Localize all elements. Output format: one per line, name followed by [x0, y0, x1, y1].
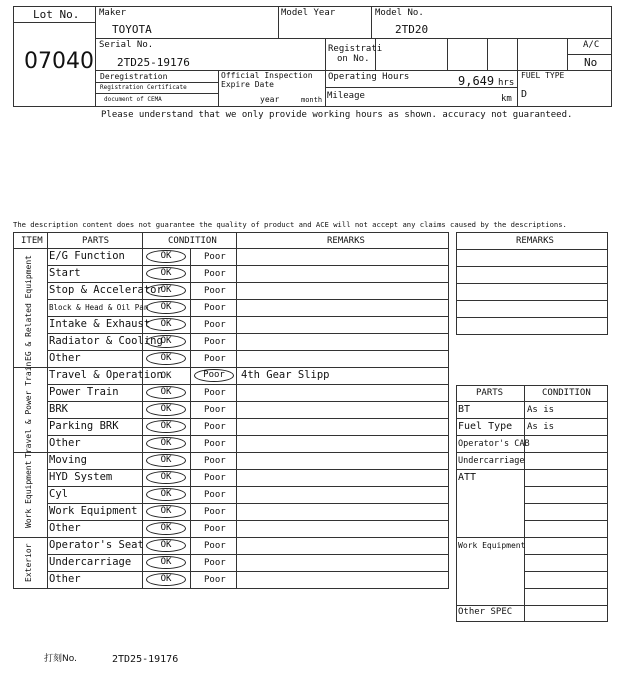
- part-label: HYD System: [49, 471, 113, 483]
- info-row-line-1: [95, 38, 612, 39]
- other-spec-label: Other SPEC: [458, 607, 513, 617]
- poor-mark: Poor: [204, 439, 226, 449]
- part-label: E/G Function: [49, 250, 125, 262]
- spec-parts-header: PARTS: [476, 388, 504, 398]
- spec-row-line: [456, 452, 608, 453]
- lot-number: 07040: [24, 49, 94, 74]
- remarks-row-line: [456, 283, 608, 284]
- spec-cond-line: [524, 520, 608, 521]
- ok-mark: OK: [146, 335, 186, 348]
- inspection-label-2: Expire Date: [221, 80, 274, 89]
- row-line: [13, 452, 449, 453]
- reg-cert-label: Registration Certificate: [100, 84, 187, 91]
- mileage-label: Mileage: [327, 91, 365, 101]
- row-line: [47, 384, 449, 385]
- part-label: BRK: [49, 403, 68, 415]
- col-line-9: [567, 38, 568, 70]
- poor-mark: Poor: [204, 286, 226, 296]
- part-label: Power Train: [49, 386, 119, 398]
- registration-label-1: Registrati: [328, 44, 383, 54]
- ok-mark: OK: [146, 437, 186, 450]
- lot-divider: [13, 22, 96, 23]
- poor-mark: Poor: [204, 405, 226, 415]
- ok-mark: OK: [146, 454, 186, 467]
- km-unit: km: [501, 94, 512, 104]
- spec-cond-line: [524, 588, 608, 589]
- spec-row-line: [456, 418, 608, 419]
- part-label: Moving: [49, 454, 87, 466]
- remark-text: 4th Gear Slipp: [241, 369, 330, 381]
- row-line: [47, 554, 449, 555]
- col-line-8: [517, 38, 518, 107]
- ok-mark: OK: [146, 471, 186, 484]
- spec-condition-header: CONDITION: [542, 388, 591, 398]
- ok-mark: OK: [146, 284, 186, 297]
- dereg-label: Deregistration: [100, 72, 168, 81]
- ok-mark: OK: [146, 556, 186, 569]
- dereg-line-b: [95, 93, 218, 94]
- cema-label: document of CEMA: [104, 96, 162, 103]
- operating-hours-value: 9,649: [458, 74, 495, 88]
- ok-mark: OK: [146, 267, 186, 280]
- remarks-row-line: [456, 317, 608, 318]
- part-label: Other: [49, 352, 81, 364]
- row-line: [47, 265, 449, 266]
- row-line: [47, 401, 449, 402]
- spec-row-line: [456, 435, 608, 436]
- part-label: Other: [49, 522, 81, 534]
- poor-mark: Poor: [204, 320, 226, 330]
- spec-cond-line: [524, 503, 608, 504]
- disclaimer: The description content does not guarantee the quality of product and ACE will not accept any claims caused by the descriptions.: [13, 220, 567, 229]
- spec-row-line: [456, 469, 608, 470]
- remarks-header: REMARKS: [516, 236, 554, 246]
- hrs-unit: hrs: [498, 78, 515, 88]
- stamp-number: 2TD25-19176: [112, 654, 179, 665]
- part-label: Operator's Seat: [49, 539, 144, 551]
- ok-mark: OK: [146, 505, 186, 518]
- part-label: Other: [49, 573, 81, 585]
- row-line: [47, 435, 449, 436]
- ok-mark: OK: [146, 420, 186, 433]
- spec-part: Operator's CAB: [458, 439, 530, 449]
- hours-note: Please understand that we only provide working hours as shown. accuracy not guaranteed.: [101, 110, 573, 120]
- row-line: [47, 469, 449, 470]
- remarks-col-line: [236, 232, 237, 589]
- ok-mark: OK: [146, 522, 186, 535]
- poor-mark: Poor: [204, 524, 226, 534]
- col-item-header: ITEM: [21, 236, 43, 246]
- poor-mark: Poor: [204, 269, 226, 279]
- poor-mark: Poor: [204, 507, 226, 517]
- ok-mark: OK: [160, 371, 172, 381]
- col-line-3: [325, 38, 326, 107]
- part-label: Block & Head & Oil Pan: [49, 303, 149, 312]
- row-line: [13, 537, 449, 538]
- part-label: Stop & Accelerator: [49, 284, 163, 296]
- spec-part: Fuel Type: [458, 421, 513, 432]
- spec-cond-line: [524, 571, 608, 572]
- model-no-label: Model No.: [375, 8, 424, 18]
- group-label: EG & Related Equipment: [24, 254, 33, 361]
- model-no-value: 2TD20: [395, 23, 429, 36]
- ac-line: [567, 54, 612, 55]
- col-line-7: [487, 38, 488, 70]
- col-line-1: [278, 6, 279, 38]
- row-line: [47, 486, 449, 487]
- ok-mark: OK: [146, 386, 186, 399]
- table-header-line: [13, 248, 449, 249]
- poor-mark: Poor: [204, 558, 226, 568]
- spec-section-line: [456, 537, 608, 538]
- row-line: [47, 299, 449, 300]
- part-label: Start: [49, 267, 81, 279]
- stamp-label: 打刻No.: [44, 654, 77, 664]
- ok-mark: OK: [146, 318, 186, 331]
- ok-mark: OK: [146, 250, 186, 263]
- poor-mark: Poor: [204, 252, 226, 262]
- ok-mark: OK: [146, 403, 186, 416]
- part-label: Parking BRK: [49, 420, 119, 432]
- poor-mark: Poor: [194, 369, 234, 382]
- part-label: Other: [49, 437, 81, 449]
- spec-cond-line: [524, 486, 608, 487]
- remarks-row-line: [456, 266, 608, 267]
- poor-mark: Poor: [204, 490, 226, 500]
- maker-value: TOYOTA: [112, 23, 152, 36]
- part-label: Cyl: [49, 488, 68, 500]
- lot-label: Lot No.: [33, 8, 80, 21]
- year-label: year: [260, 95, 280, 104]
- spec-part: Undercarriage: [458, 456, 525, 466]
- ok-mark: OK: [146, 573, 186, 586]
- row-line: [13, 367, 449, 368]
- ok-mark: OK: [146, 301, 186, 314]
- serial-label: Serial No.: [99, 40, 154, 50]
- serial-value: 2TD25-19176: [117, 56, 190, 69]
- remarks-row-line: [456, 300, 608, 301]
- spec-cond-line: [524, 554, 608, 555]
- col-line-6: [447, 38, 448, 70]
- ok-mark: OK: [146, 539, 186, 552]
- spec-section-line: [456, 605, 608, 606]
- registration-label-2: on No.: [337, 54, 370, 64]
- poor-mark: Poor: [204, 303, 226, 313]
- col-line-2: [371, 6, 372, 38]
- part-label: Intake & Exhaust: [49, 318, 151, 330]
- ac-value: No: [584, 56, 598, 69]
- poor-mark: Poor: [204, 388, 226, 398]
- remarks-row-line: [456, 249, 608, 250]
- part-label: Radiator & Cooling: [49, 335, 163, 347]
- row-line: [47, 333, 449, 334]
- poor-mark: Poor: [204, 575, 226, 585]
- poor-mark: Poor: [204, 354, 226, 364]
- col-line-4: [218, 70, 219, 107]
- col-remarks-header: REMARKS: [327, 236, 365, 246]
- fuel-type-label: FUEL TYPE: [521, 71, 565, 80]
- row-line: [47, 520, 449, 521]
- poor-mark: Poor: [204, 541, 226, 551]
- spec-condition: As is: [527, 405, 555, 415]
- group-label: Work Equipment: [24, 460, 33, 528]
- col-line-5: [375, 38, 376, 70]
- ok-mark: OK: [146, 352, 186, 365]
- part-label: Work Equipment: [49, 505, 138, 517]
- fuel-type-value: D: [521, 89, 528, 100]
- group-label: Travel & Power Train: [24, 361, 33, 458]
- month-label: month: [301, 96, 323, 104]
- row-line: [47, 418, 449, 419]
- col-parts-header: PARTS: [82, 236, 110, 246]
- item-col-line: [47, 232, 48, 589]
- col-condition-header: CONDITION: [168, 236, 217, 246]
- row-line: [47, 350, 449, 351]
- work-equipment-label: Work Equipment: [458, 541, 526, 550]
- model-year-label: Model Year: [281, 8, 336, 18]
- group-label: Exterior: [24, 543, 33, 582]
- spec-condition: As is: [527, 422, 555, 432]
- row-line: [47, 316, 449, 317]
- operating-hours-label: Operating Hours: [328, 72, 410, 82]
- maker-label: Maker: [99, 8, 127, 18]
- spec-part: BT: [458, 404, 471, 415]
- spec-row-line: [456, 401, 608, 402]
- row-line: [47, 282, 449, 283]
- row-line: [47, 503, 449, 504]
- spec-part: ATT: [458, 472, 477, 483]
- part-label: Travel & Operation: [49, 369, 163, 381]
- dereg-line-a: [95, 82, 218, 83]
- poor-mark: Poor: [204, 456, 226, 466]
- poor-mark: Poor: [204, 422, 226, 432]
- poor-mark: Poor: [204, 473, 226, 483]
- inspection-label-1: Official Inspection: [221, 71, 313, 80]
- poor-mark: Poor: [204, 337, 226, 347]
- part-label: Undercarriage: [49, 556, 132, 568]
- ac-label: A/C: [583, 40, 600, 50]
- ok-mark: OK: [146, 488, 186, 501]
- row-line: [47, 571, 449, 572]
